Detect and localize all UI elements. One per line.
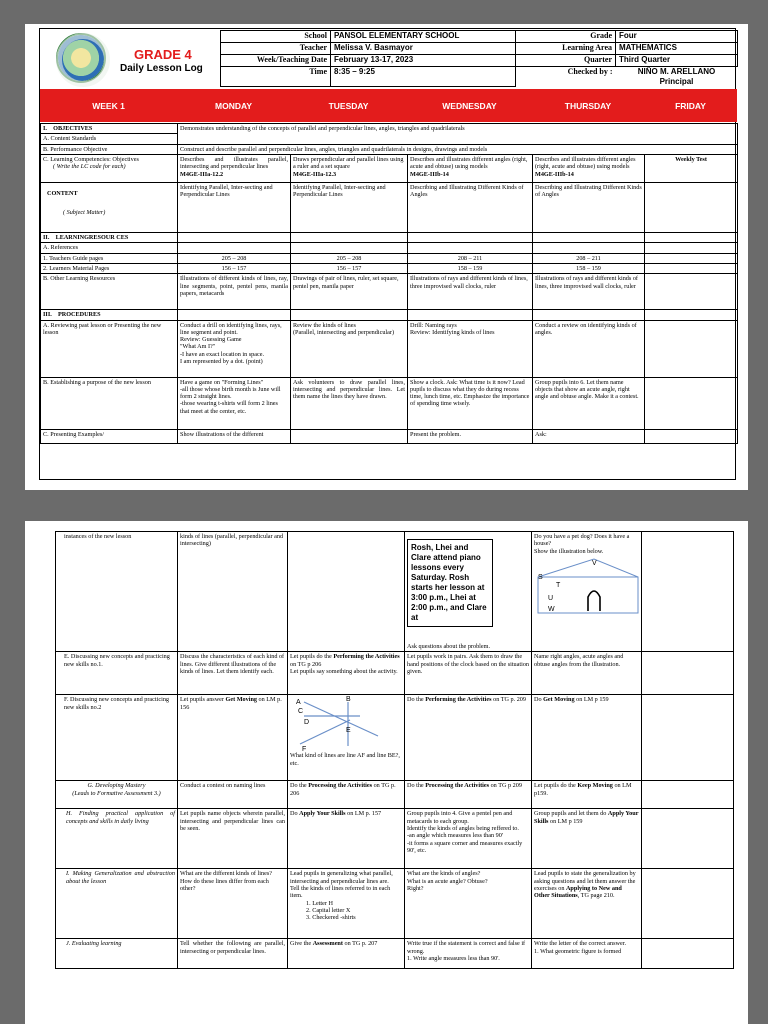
discussing-1-wed: Let pupils work in pairs. Ask them to draw the hand positions of the clock based on the situation given. [405,652,532,695]
day-wednesday: WEDNESDAY [442,100,497,111]
comp-wed: Describes and illustrates different angles (right, acute and obtuse) using models [410,155,528,171]
day-header-bar [40,89,737,122]
olr-tue: Drawings of pair of lines, ruler, set square, pentel pen, manila paper [291,274,408,310]
lm-mon: 156 – 157 [178,263,291,273]
table-row: J. Evaluating learning Tell whether the following are parallel, intersecting or perpendicular lines. Give the Assessment on TG p. 207 Write true if the statement is correct and false if wrong. 1. Write angle measures less than 90'. Write the letter of the correct answer. 1. What geometric figure is formed [56,939,734,969]
application-mon: Let pupils name objects wherein parallel, intersecting and perpendicular lines can be seen. [178,809,288,869]
school-label: School [221,31,331,43]
time-value: 8:35 – 9:25 [331,67,516,87]
purpose-wed: Show a clock. Ask: What time is it now? Lead pupils to discuss what they do during recess time, lunch time, etc. Emphasize the importance of spending time wisely. [408,377,533,429]
table-row [41,243,738,253]
week-label: Week/Teaching Date [221,55,331,67]
lm-label: 2. Learners Material Pages [41,263,178,273]
generalization-label: I. Making Generalization and abstraction about the lesson [56,869,178,939]
discussing-2-label: F. Discussing new concepts and practicing new skills no.2 [56,695,178,781]
mastery-tue: on TG p. 206 [290,782,396,797]
mastery-note: (Leads to Formative Assessment 3.) [72,789,161,797]
purpose-label: B. Establishing a purpose of the new lesson [41,377,178,429]
generalization-tue: Lead pupils in generalizing what parallel, intersecting and perpendicular lines are. Tell the kinds of lines referred to in each item. [290,870,393,900]
review-tue: Review the kinds of lines (Parallel, intersecting and perpendicular) [291,320,408,377]
tg-tue: 205 – 208 [291,253,408,263]
table-row: G. Developing Mastery (Leads to Formative Assessment 3.) Conduct a contest on naming lines Do the Processing the Activities on TG p. 206 Do the Processing the Activities on TG p 209 Let pupils do the Keep Moving on LM p159. [56,781,734,809]
discussing-2-wed: on TG p. 209 [491,696,526,704]
content-mon: Identifying Parallel, Inter-secting and Perpendicular Lines [178,182,291,232]
week-value: February 13-17, 2023 [331,55,516,67]
generalization-thu: , TG page 210. [577,892,615,900]
table-row: F. Discussing new concepts and practicing new skills no.2 Let pupils answer Get Moving on LM p. 156 A B C D E F What kind of lines are line AF and line BE?, etc. Do the Performing the Activities on TG p. 209 Do Get Moving on LM p 159 [56,695,734,781]
quarter-label: Quarter [516,55,616,67]
discussing-1-thu: Name right angles, acute angles and obtuse angles from the illustration. [532,652,642,695]
table-row [41,232,738,242]
area-value: MATHEMATICS [616,43,738,55]
table-row [41,320,738,377]
checked-role: Principal [659,76,694,86]
school-value: PANSOL ELEMENTARY SCHOOL [331,31,516,43]
list-item: 1. Letter H [306,899,333,907]
table-row [41,263,738,273]
lesson-table-2 [55,531,734,969]
deped-seal-icon [56,33,106,83]
header [40,29,737,87]
discussing-1-tue: on TG p 206 Let pupils say something about the activity. [290,660,398,675]
performance-objective: B. Performance Objective [41,144,178,154]
mastery-wed: on TG p 209 [489,782,522,790]
table-row: I. Making Generalization and abstraction about the lesson What are the different kinds of lines? How do these lines differ from each other? Lead pupils in generalizing what parallel, intersecting and perpendicular lines are. Tell the kinds of lines referred to in each item. 1. Letter H 2. Capital letter X 3. Checkered -shirts What are the kinds of angles? What is an acute angle? Obtuse? Right? Lead pupils to state the generalization by asking questions and let them answer the exercises on Applying to New and Other Situations, TG page 210. [56,869,734,939]
comp-thu-code: M4GE-IIIb-14 [535,170,574,178]
mastery-thu: on LM p159. [534,782,632,797]
competencies-label: C. Learning Competencies: Objectives [43,155,139,163]
label-v: V [592,559,597,567]
purpose-thu: Group pupils into 6. Let them name objects that show an acute angle, right angle and obtuse angle. Make it a contest. [533,377,645,429]
evaluating-label: J. Evaluating learning [56,939,178,969]
area-label: Learning Area [516,43,616,55]
evaluating-thu: Write the letter of the correct answer. 1. What geometric figure is formed [532,939,642,969]
fig-label-c: C [298,708,304,716]
review-wed: Drill: Naming rays Review: Identifying kinds of lines [408,320,533,377]
lr-label: LEARNINGRESOUR CES [55,233,129,241]
grade-title: GRADE 4 [134,47,192,62]
comp-mon-code: M4GE-IIIa-12.2 [180,170,224,178]
purpose-mon: Have a game on "Forming Lines" -all those whose birth month is June will form 2 straight lines. -those wearing t-shirts will form 2 lines that meet at the center, etc. [178,377,291,429]
lines-figure [290,696,390,752]
comp-tue-code: M4GE-IIIa-12.3 [293,170,337,178]
olr-wed: Illustrations of rays and different kinds of lines, three improvised wall clocks, ruler [408,274,533,310]
grade-value: Four [616,31,738,43]
discussing-1-mon: Discuss the characteristics of each kind of lines. Give different illustrations of the kinds of lines. Let them identify each. [178,652,288,695]
review-mon: Conduct a drill on identifying lines, rays, line segment and point. Review: Guessing Game "What Am I?" -I have an exact location in space. I am represented by a dot. (point) [178,320,291,377]
lesson-log-frame [39,28,736,480]
fig-label-b: B [346,696,351,704]
info-table [220,30,738,87]
label-t: T [556,581,561,589]
evaluating-mon: Tell whether the following are parallel, intersecting or perpendicular lines. [178,939,288,969]
fig-label-f: F [302,746,307,753]
table-row [41,182,738,232]
instances-thu: Do you have a pet dog? Does it have a house? Show the illustration below. [534,533,630,555]
lm-wed: 158 – 159 [408,263,533,273]
fig-label-e: E [346,727,351,735]
table-row [41,274,738,310]
purpose-tue: Ask volunteers to draw parallel lines, intersecting and perpendicular lines. Let them name the lines they have drawn. [291,377,408,429]
olr-mon: Illustrations of different kinds of lines, ray, line segments, point, pentel pens, manila papers, metacards [178,274,291,310]
application-label: H. Finding practical application of concepts and skills in daily living [56,809,178,869]
content-thu: Describing and Illustrating Different Kinds of Angles [533,182,645,232]
instances-mon: kinds of lines (parallel, perpendicular and intersecting) [178,532,288,652]
obj-desc: Demonstrates understanding of the concepts of parallel and perpendicular lines, angles, triangles and quadrilaterals [178,124,738,145]
page-2 [25,521,748,1024]
label-w: W [548,605,555,613]
application-tue: on LM p. 157 [345,810,382,818]
content-note: ( Subject Matter) [63,209,106,217]
list-item: 2. Capital letter X [306,906,351,914]
teacher-value: Melissa V. Basmayor [331,43,516,55]
review-label: A. Reviewing past lesson or Presenting the new lesson [41,320,178,377]
tg-mon: 205 – 208 [178,253,291,263]
proc-label: PROCEDURES [57,311,101,319]
table-row [56,532,734,652]
presenting-label: C. Presenting Examples/ [41,429,178,443]
problem-box: Rosh, Lhei and Clare attend piano lessons every Saturday. Rosh starts her lesson at 3:00 p.m., Lhei at 2:00 p.m., and Clare at [407,539,493,627]
quarter-value: Third Quarter [616,55,738,67]
generalization-mon: What are the different kinds of lines? How do these lines differ from each other? [178,869,288,939]
label-s: S [538,573,543,581]
content-standards: A. Content Standards [41,134,178,144]
day-monday: MONDAY [215,100,252,111]
competencies-note: ( Write the LC code for each) [53,163,126,171]
grade-label: Grade [516,31,616,43]
references-label: A. References [41,243,178,253]
review-thu: Conduct a review on identifying kinds of angles. [533,320,645,377]
lr-num: II. [43,233,50,241]
discussing-1-label: E. Discussing new concepts and practicing new skills no.1. [56,652,178,695]
obj-label: OBJECTIVES [53,125,93,132]
list-item: 3. Checkered -shirts [306,914,356,922]
day-tuesday: TUESDAY [328,100,369,111]
lesson-table-1 [40,123,738,444]
application-thu: on LM p 159 [548,817,583,825]
table-row [41,144,738,154]
content-label: CONTENT [47,189,78,197]
lm-tue: 156 – 157 [291,263,408,273]
day-week: WEEK 1 [92,100,125,111]
application-wed: Group pupils into 4. Give a pentel pen and metacards to each group. Identify the kinds of angles being reffered to. -an angle which measures less than 90' -it forms a square corner and measures exactly 90', etc. [405,809,532,869]
teacher-label: Teacher [221,43,331,55]
table-row [41,310,738,320]
fig-label-d: D [304,719,310,727]
olr-thu: Illustrations of rays and different kinds of lines, three improvised wall clocks, ruler [533,274,645,310]
tg-wed: 208 – 211 [408,253,533,263]
comp-mon: Describes and illustrates parallel, intersecting and perpendicular lines [180,155,288,171]
obj-num: I. [43,125,47,132]
day-thursday: THURSDAY [564,100,612,111]
table-row [41,429,738,443]
lm-thu: 158 – 159 [533,263,645,273]
label-u: U [548,594,554,602]
generalization-wed: What are the kinds of angles? What is an acute angle? Obtuse? Right? [405,869,532,939]
checked-name: NIÑO M. ARELLANO [637,67,716,76]
mastery-label: G. Developing Mastery [87,782,146,790]
comp-thu: Describes and illustrates different angles (right, acute and obtuse) using models [535,155,636,171]
table-row: E. Discussing new concepts and practicing new skills no.1. Discuss the characteristics of each kind of lines. Give different illustrations of the kinds of lines. Let them identify each. Let pupils do the Performing the Activities on TG p 206 Let pupils say something about the activity. Let pupils work in pairs. Ask them to draw the hand positions of the clock based on the situation given. Name right angles, acute angles and obtuse angles from the illustration. [56,652,734,695]
fig-label-a: A [296,699,301,707]
mastery-mon: Conduct a contest on naming lines [178,781,288,809]
checked-label: Checked by : [567,67,613,76]
instances-wed: Ask questions about the problem. [407,643,491,650]
discussing-2-mon: on LM p. 156 [180,696,282,711]
proc-num: III. [43,311,52,319]
discussing-2-tue: What kind of lines are line AF and line BE?, etc. [290,752,400,767]
table-row [41,377,738,429]
presenting-wed: Present the problem. [408,429,533,443]
page-1 [25,24,748,490]
presenting-thu: Ask: [533,429,645,443]
content-tue: Identifying Parallel, Inter-secting and Perpendicular Lines [291,182,408,232]
evaluating-tue: on TG p. 207 [342,940,378,948]
tg-label: 1. Teachers Guide pages [41,253,178,263]
table-row [41,253,738,263]
day-friday: FRIDAY [675,100,706,111]
evaluating-wed: Write true if the statement is correct and false if wrong. 1. Write angle measures less than 90'. [405,939,532,969]
olr-label: B. Other Learning Resources [41,274,178,310]
comp-wed-code: M4GE-IIIb-14 [410,170,449,178]
table-row: H. Finding practical application of concepts and skills in daily living Let pupils name objects wherein parallel, intersecting and perpendicular lines can be seen. Do Apply Your Skills on LM p. 157 Group pupils into 4. Give a pentel pen and metacards to each group. Identify the kinds of angles being reffered to. -an angle which measures less than 90' -it forms a square corner and measures exactly 90', etc. Group pupils and let them do Apply Your Skills on LM p 159 [56,809,734,869]
discussing-2-thu: on LM p 159 [574,696,609,704]
table-row [41,124,738,134]
time-label: Time [221,67,331,87]
performance-desc: Construct and describe parallel and perpendicular lines, angles, triangles and quadrilaterals in designs, drawings and models [178,144,738,154]
presenting-mon: Show illustrations of the different [178,429,291,443]
comp-tue: Draws perpendicular and parallel lines using a ruler and a set square [293,155,404,171]
comp-fri: Weekly Test [645,154,738,182]
table-row [41,154,738,182]
tg-thu: 208 – 211 [533,253,645,263]
dog-house-figure [534,555,640,615]
log-title: Daily Lesson Log [120,63,203,74]
instances-label: instances of the new lesson [56,532,178,652]
content-wed: Describing and Illustrating Different Kinds of Angles [408,182,533,232]
